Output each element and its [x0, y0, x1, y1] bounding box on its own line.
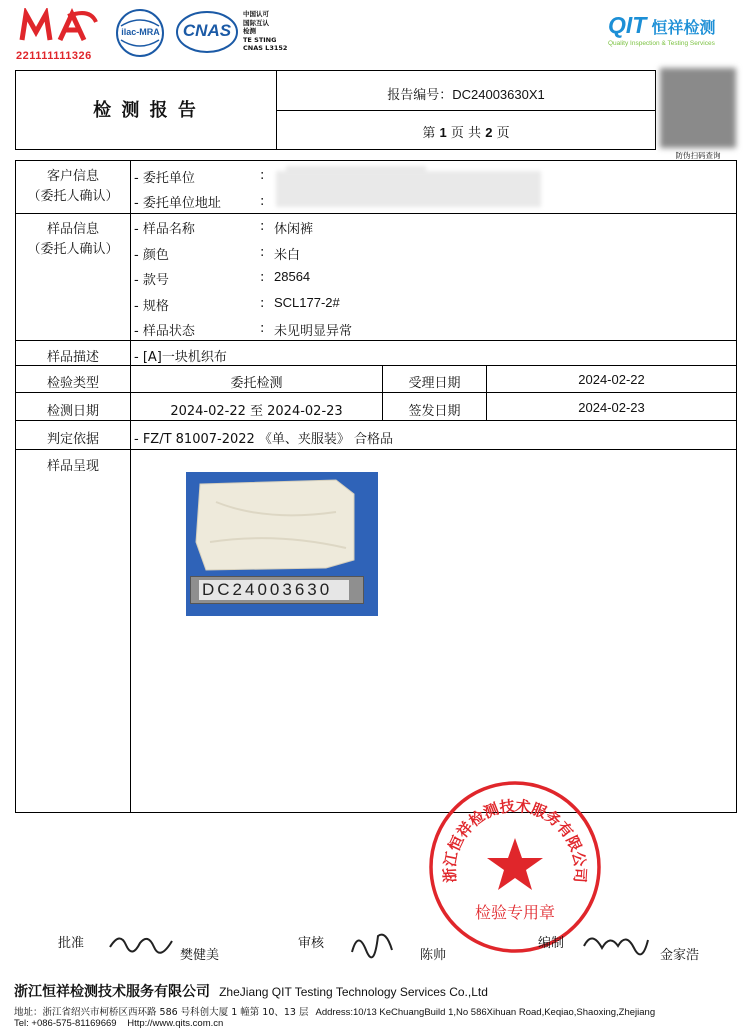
footer-contact — [14, 1018, 223, 1029]
footer-address-cn: 地址：浙江省绍兴市柯桥区西环路 586 号科创大厦 1 幢第 10、13 层 — [14, 1007, 309, 1018]
sample-name-row: - 样品名称 — [134, 222, 195, 237]
compile-name: 金家浩 — [660, 948, 700, 963]
review-signature — [348, 926, 398, 960]
compile-signature — [580, 926, 650, 960]
test-date-value: 2024-02-22 至 2024-02-23 — [131, 393, 383, 421]
footer-web[interactable]: Http://www.qits.com.cn — [127, 1018, 224, 1029]
colon: : — [260, 321, 265, 336]
colon: : — [260, 245, 265, 260]
colon: : — [260, 296, 265, 311]
seal-bottom-text: 检验专用章 — [474, 903, 556, 922]
cma-logo — [16, 8, 98, 60]
issue-date-value: 2024-02-23 — [487, 393, 737, 421]
sample-tag-text: DC24003630 — [199, 580, 349, 600]
sample-style-row: - 款号 — [134, 273, 169, 288]
sample-style-value: 28564 — [274, 269, 311, 284]
client-label: 客户信息 — [46, 169, 99, 184]
desc-value: - [A]一块机织布 — [131, 341, 737, 366]
qit-tagline: Quality Inspection & Testing Services — [608, 40, 715, 47]
ilac-text: ilac-MRA — [121, 27, 160, 37]
sample-name-value: 休闲裤 — [274, 222, 314, 237]
client-field-address: - 委托单位地址 — [134, 196, 221, 211]
issue-date-label: 签发日期 — [383, 393, 487, 421]
sample-label-cell — [16, 214, 131, 341]
client-label-cell — [16, 161, 131, 214]
qr-caption: 防伪扫码查询 — [675, 151, 721, 160]
sample-spec-row: - 规格 — [134, 299, 169, 314]
client-field-company: - 委托单位 — [134, 171, 195, 186]
footer-address — [14, 1004, 744, 1018]
sample-color-value: 米白 — [274, 248, 301, 263]
client-colon-1: : — [260, 168, 265, 183]
client-sublabel: （委托人确认） — [27, 189, 119, 204]
qit-logo — [608, 12, 736, 52]
cnas-caption: 中国认可 国际互认 检测 TE STING CNAS L3152 — [243, 10, 288, 52]
type-label: 检验类型 — [16, 366, 131, 393]
sample-status-value: 未见明显异常 — [274, 324, 353, 339]
compile-label: 编制 — [538, 936, 565, 951]
footer-company-cn: 浙江恒祥检测技术服务有限公司 — [14, 984, 210, 1000]
colon: : — [260, 219, 265, 234]
ilac-logo — [113, 8, 168, 58]
approve-name: 樊健美 — [180, 948, 220, 963]
qit-brand: QIT — [608, 12, 647, 38]
photo-label: 样品呈现 — [16, 450, 131, 813]
review-label: 审核 — [298, 936, 325, 951]
client-colon-2: : — [260, 194, 265, 209]
title-hdivider — [276, 110, 656, 111]
sample-tag-label — [190, 576, 364, 604]
page-indicator: 第 1 页 共 2 页 — [422, 125, 510, 141]
basis-value: - FZ/T 81007-2022 《单、夹服装》 合格品 — [131, 421, 737, 450]
approve-label: 批准 — [58, 936, 85, 951]
sample-color-row: - 颜色 — [134, 248, 169, 263]
cnas-logo — [176, 10, 238, 54]
report-number: 报告编号：DC24003630X1 — [387, 87, 545, 103]
official-seal — [428, 780, 602, 954]
sample-status-row: - 样品状态 — [134, 324, 195, 339]
qit-cn-name: 恒祥检测 — [651, 18, 716, 37]
cma-number: 221111111326 — [16, 50, 92, 62]
review-name: 陈帅 — [420, 948, 447, 963]
test-date-label: 检测日期 — [16, 393, 131, 421]
footer-tel: Tel: +086-575-81169669 — [14, 1018, 117, 1029]
footer-address-en: Address:10/13 KeChuangBuild 1,No 586Xihuan Road,Keqiao,Shaoxing,Zhejiang — [315, 1007, 656, 1018]
report-title: 检 测 报 告 — [93, 100, 198, 121]
cnas-text: CNAS — [182, 21, 232, 40]
qr-code-blurred[interactable] — [660, 68, 736, 148]
receive-date-label: 受理日期 — [383, 366, 487, 393]
basis-label: 判定依据 — [16, 421, 131, 450]
footer-company — [14, 981, 744, 1001]
seal-ring-text: 浙江恒祥检测技术服务有限公司 — [440, 796, 590, 884]
footer-company-en: ZheJiang QIT Testing Technology Services Co.,Ltd — [219, 985, 488, 999]
sample-sublabel: （委托人确认） — [27, 242, 119, 257]
sample-label: 样品信息 — [46, 222, 99, 237]
colon: : — [260, 270, 265, 285]
sample-spec-value: SCL177-2# — [274, 295, 340, 310]
sample-fields-cell — [131, 214, 737, 341]
type-value: 委托检测 — [131, 366, 383, 393]
sample-photo[interactable] — [186, 472, 378, 616]
approve-signature — [106, 925, 176, 961]
client-address-blurred — [276, 171, 541, 207]
desc-label: 样品描述 — [16, 341, 131, 366]
receive-date-value: 2024-02-22 — [487, 366, 737, 393]
